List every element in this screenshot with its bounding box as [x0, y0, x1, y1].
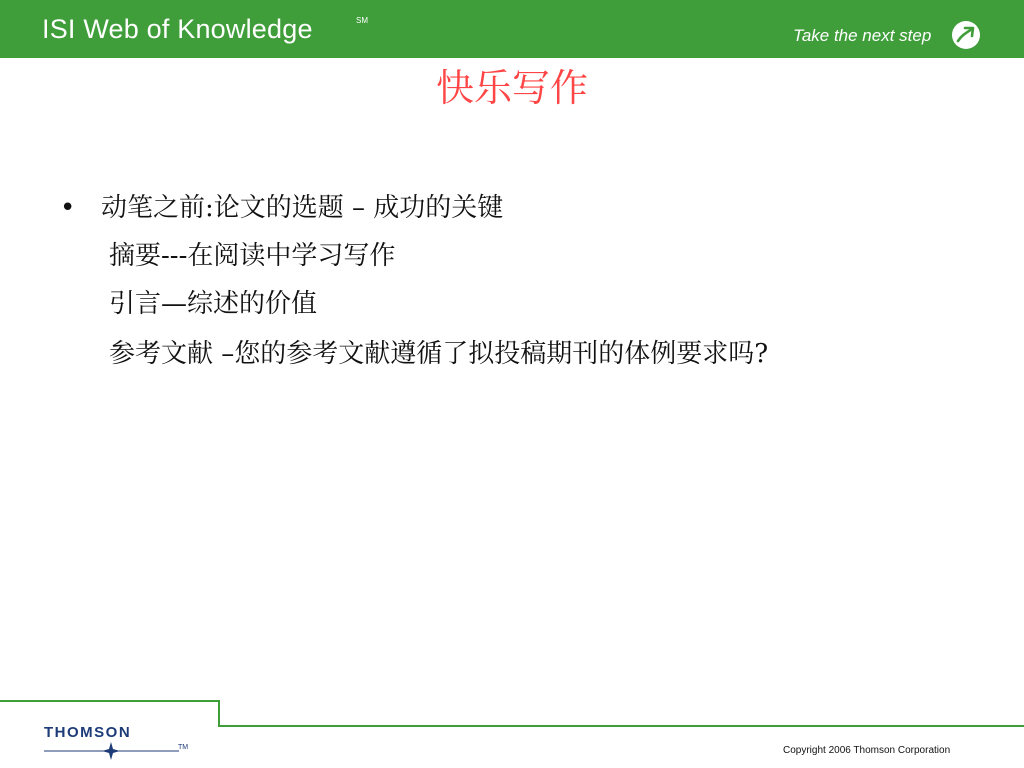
- sub-item-references: 参考文献 –您的参考文献遵循了拟投稿期刊的体例要求吗?: [109, 339, 769, 369]
- brand-service-mark: SM: [356, 16, 368, 25]
- star-icon: [44, 742, 179, 760]
- thomson-trademark: TM: [178, 744, 189, 751]
- sub-item-abstract: 摘要---在阅读中学习写作: [109, 241, 396, 271]
- tagline: Take the next step: [793, 26, 932, 45]
- thomson-logo: [44, 724, 194, 760]
- thomson-logo-text: THOMSON: [44, 724, 132, 741]
- bullet-text: 动笔之前:论文的选题 – 成功的关键: [101, 193, 504, 223]
- circled-arrow-icon: [950, 19, 982, 51]
- sub-item-introduction: 引言—综述的价值: [109, 289, 318, 319]
- footer-divider-step: [218, 700, 220, 727]
- footer-divider-left: [0, 700, 219, 702]
- brand-title: ISI Web of Knowledge: [42, 14, 313, 44]
- slide-title: 快乐写作: [435, 66, 588, 110]
- footer-divider-right: [218, 725, 1024, 727]
- header-bar: [0, 0, 1024, 58]
- copyright-text: Copyright 2006 Thomson Corporation: [783, 745, 951, 756]
- bullet-marker: •: [60, 193, 76, 223]
